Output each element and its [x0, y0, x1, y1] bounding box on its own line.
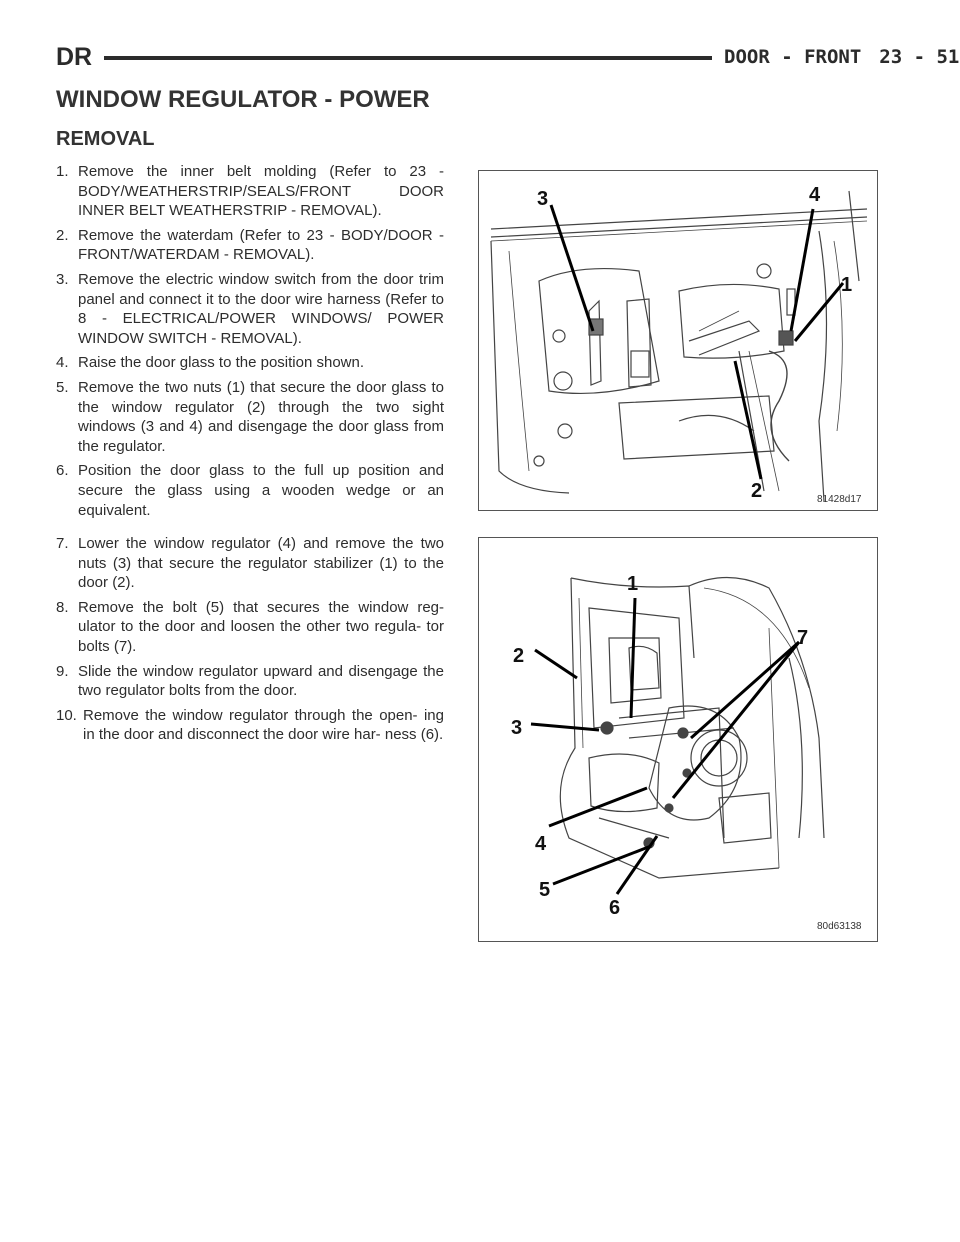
step-4: 4. Raise the door glass to the position shown.	[56, 354, 365, 372]
step-8: 8. Remove the bolt (5) that secures the window reg- ulator to the door and loosen the other two regula- tor bolts (7).	[56, 598, 444, 656]
step-2: 2. Remove the waterdam (Refer to 23 - BODY/DOOR - FRONT/WATERDAM - REMOVAL).	[56, 226, 444, 264]
header-model-code: DR	[56, 43, 93, 71]
callout-5: 5	[539, 879, 551, 901]
step-6: 6. Position the door glass to the full up position and secure the glass using a wooden wedge or an equivalent.	[56, 462, 444, 519]
page-header	[56, 40, 960, 80]
callout-1: 1	[627, 573, 639, 595]
callout-1: 1	[841, 274, 853, 296]
procedure-steps	[56, 162, 444, 750]
figure-door-glass-nuts	[478, 170, 878, 511]
page-title: WINDOW REGULATOR - POWER	[56, 86, 430, 113]
callout-2: 2	[513, 645, 525, 667]
callout-4: 4	[809, 184, 821, 206]
callout-4: 4	[535, 833, 547, 855]
header-page-number: 23 - 51	[879, 46, 960, 68]
step-9: 9. Slide the window regulator upward and disengage the two regulator bolts from the door.	[56, 662, 444, 700]
step-1: 1. Remove the inner belt molding (Refer to 23 - BODY/WEATHERSTRIP/SEALS/FRONT DOOR INNER BELT WEATHERSTRIP - REMOVAL).	[56, 163, 444, 220]
section-subtitle: REMOVAL	[56, 128, 155, 150]
figure-regulator-removal	[478, 537, 878, 942]
callout-2: 2	[751, 480, 763, 502]
header-section-page	[724, 46, 959, 68]
callout-6: 6	[609, 897, 621, 919]
callout-3: 3	[511, 717, 523, 739]
callout-3: 3	[537, 188, 549, 210]
door-regulator-illustration	[479, 538, 877, 941]
step-3: 3. Remove the electric window switch from the door trim panel and connect it to the door wire harness (Refer to 8 - ELECTRICAL/POWER WINDOWS/ POWER WINDOW SWITCH - REMOVAL).	[56, 270, 444, 347]
header-rule	[104, 56, 712, 60]
step-10: 10. Remove the window regulator through the open- ing in the door and disconnect the door wire har- ness (6).	[56, 706, 444, 744]
figure-id-label: 80d63138	[817, 921, 862, 932]
step-5: 5. Remove the two nuts (1) that secure the door glass to the window regulator (2) through the two sight windows (3 and 4) and disengage the door glass from the regulator.	[56, 378, 444, 455]
door-inner-panel-illustration	[479, 171, 877, 510]
header-section: DOOR - FRONT	[724, 46, 862, 68]
figure-id-label: 81428d17	[817, 494, 862, 505]
callout-7: 7	[797, 627, 809, 649]
step-7: 7. Lower the window regulator (4) and remove the two nuts (3) that secure the regulator stabilizer (1) to the door (2).	[56, 535, 444, 592]
